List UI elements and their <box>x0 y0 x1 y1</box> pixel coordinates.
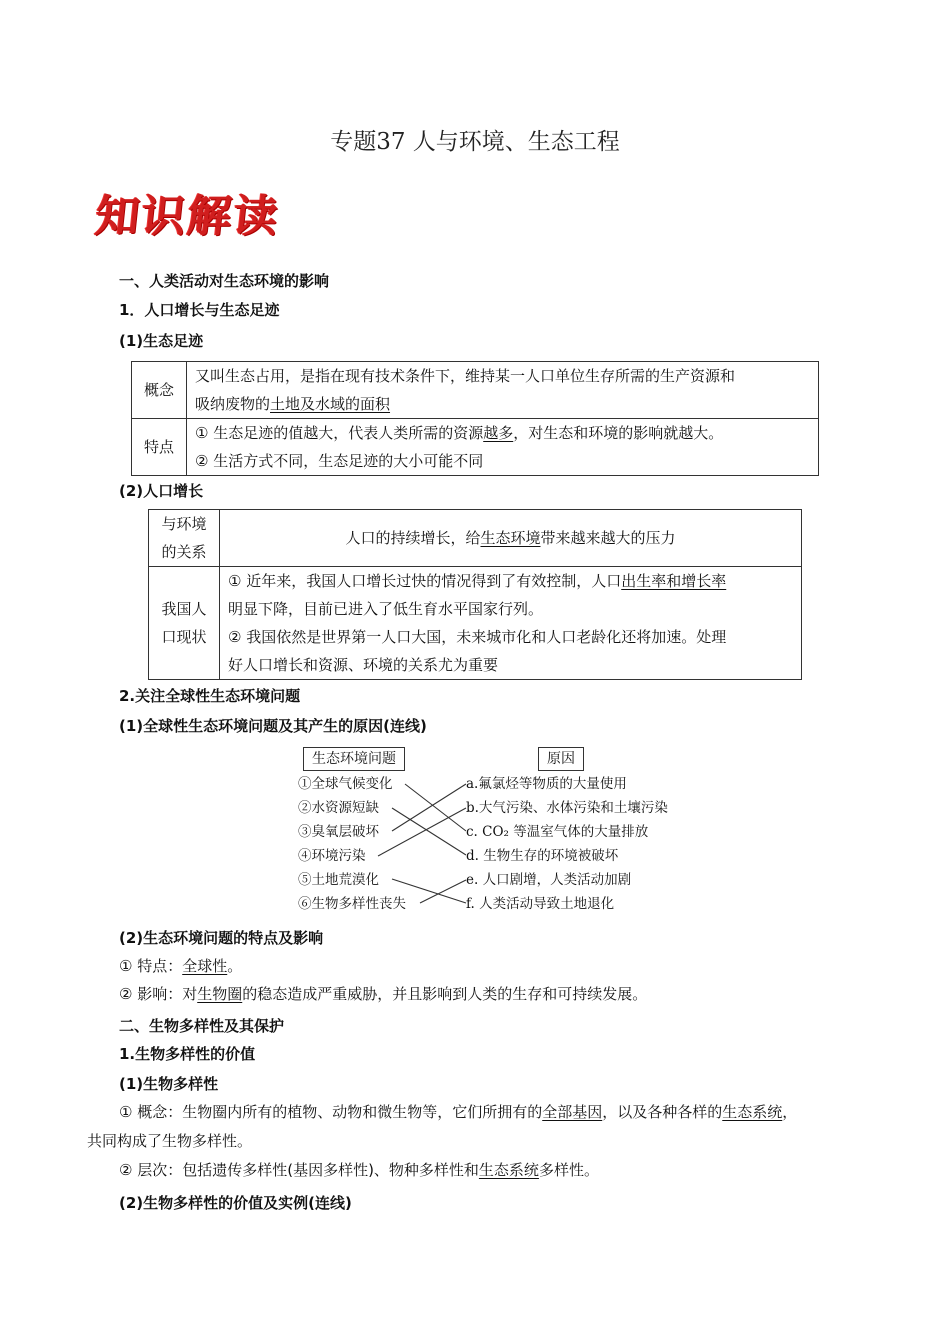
list-item: ③臭氧层破坏 <box>298 824 379 840</box>
list-item: c. CO₂ 等温室气体的大量排放 <box>466 824 649 840</box>
match-line <box>392 784 466 831</box>
match-line <box>392 879 466 903</box>
section-2-heading: 二、生物多样性及其保护 <box>119 1017 285 1035</box>
list-item: ④环境污染 <box>298 848 366 864</box>
feature-line-2: ② 生活方式不同，生态足迹的大小可能不同 <box>195 452 484 470</box>
right-column-header: 原因 <box>538 747 584 771</box>
subsection-1a-heading: (1)生态足迹 <box>119 332 204 350</box>
list-item: ⑤土地荒漠化 <box>298 872 379 888</box>
subsection-2b-heading: (2)生态环境问题的特点及影响 <box>119 929 324 947</box>
feature-line-1: ① 生态足迹的值越大，代表人类所需的资源越多，对生态和环境的影响就越大。 <box>195 424 724 442</box>
match-line <box>405 784 466 831</box>
match-line <box>420 880 466 903</box>
table-key: 概念 <box>132 362 187 419</box>
table-value: 人口的持续增长，给生态环境带来越来越大的压力 <box>220 510 802 567</box>
list-item: d. 生物生存的环境被破坏 <box>466 848 619 864</box>
concept-text: ① 概念：生物圈内所有的植物、动物和微生物等，它们所拥有的全部基因，以及各种各样的生态系统， <box>119 1103 798 1121</box>
page-title: 专题37 人与环境、生态工程 <box>330 129 620 155</box>
list-item: f. 人类活动导致土地退化 <box>466 896 615 912</box>
s2-subsection-1-heading: 1.生物多样性的价值 <box>119 1045 256 1063</box>
subsection-1b-heading: (2)人口增长 <box>119 482 204 500</box>
list-item: b.大气污染、水体污染和土壤污染 <box>466 800 668 816</box>
feature-text: ① 特点：全球性。 <box>119 957 243 975</box>
table-key: 特点 <box>132 419 187 476</box>
table-key: 我国人 口现状 <box>149 567 220 680</box>
list-item: a.氟氯烃等物质的大量使用 <box>466 776 627 792</box>
section-1-heading: 一、人类活动对生态环境的影响 <box>119 272 330 290</box>
levels-text: ② 层次：包括遗传多样性(基因多样性)、物种多样性和生态系统多样性。 <box>119 1161 599 1179</box>
concept-line-1: 又叫生态占用，是指在现有技术条件下，维持某一人口单位生存所需的生产资源和 <box>195 367 736 385</box>
list-item: ①全球气候变化 <box>298 776 393 792</box>
subsection-2-heading: 2.关注全球性生态环境问题 <box>119 687 301 705</box>
subsection-2a-heading: (1)全球性生态环境问题及其产生的原因(连线) <box>119 717 427 735</box>
match-line <box>392 808 466 855</box>
s2-subsection-1a-heading: (1)生物多样性 <box>119 1075 219 1093</box>
list-item: ⑥生物多样性丧失 <box>298 896 406 912</box>
match-line <box>378 808 466 856</box>
table-key: 与环境 的关系 <box>149 510 220 567</box>
concept-line-2: 吸纳废物的土地及水域的面积 <box>195 395 391 413</box>
table-value: ① 近年来，我国人口增长过快的情况得到了有效控制，人口出生率和增长率 明显下降，目前已进入了低生育水平国家行列。 ② 我国依然是世界第一人口大国，未来城市化和人口老龄化还将加速。处理 好人口增长和资源、环境的关系尤为重要 <box>220 567 802 680</box>
effect-text: ② 影响：对生物圈的稳态造成严重威胁，并且影响到人类的生存和可持续发展。 <box>119 985 648 1003</box>
subsection-1-heading: 1．人口增长与生态足迹 <box>119 301 280 319</box>
s2-subsection-1b-heading: (2)生物多样性的价值及实例(连线) <box>119 1194 352 1212</box>
list-item: e. 人口剧增，人类活动加剧 <box>466 872 632 888</box>
section-banner: 知识解读 <box>92 191 283 242</box>
concept-text-cont: 共同构成了生物多样性。 <box>87 1132 253 1150</box>
list-item: ②水资源短缺 <box>298 800 379 816</box>
left-column-header: 生态环境问题 <box>303 747 405 771</box>
